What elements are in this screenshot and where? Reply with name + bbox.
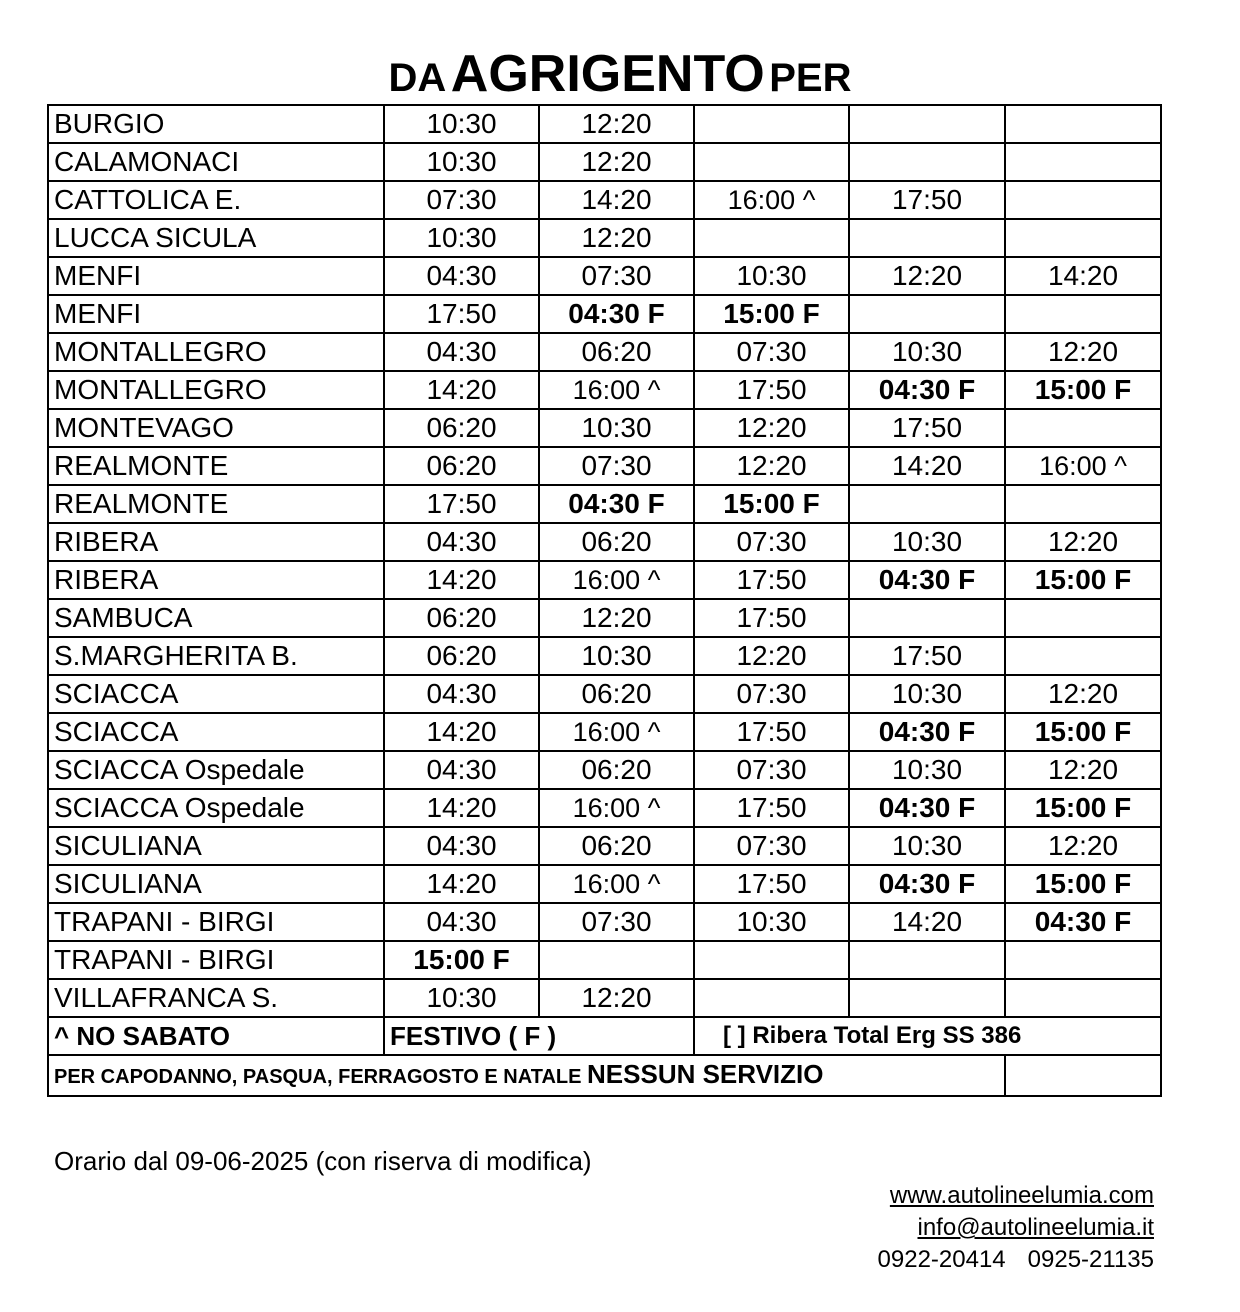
departure-time: 12:20 [539, 979, 694, 1017]
timetable-row [48, 941, 1161, 979]
departure-time: 04:30 [384, 751, 539, 789]
departure-time [849, 979, 1005, 1017]
departure-time: 10:30 [849, 827, 1005, 865]
stop-name: SCIACCA Ospedale [48, 789, 384, 827]
departure-time: 16:00 ^ [539, 713, 694, 751]
departure-time: 07:30 [539, 903, 694, 941]
stop-name: MONTALLEGRO [48, 371, 384, 409]
stop-name: REALMONTE [48, 447, 384, 485]
departure-time: 10:30 [849, 523, 1005, 561]
departure-time: 12:20 [1005, 751, 1161, 789]
departure-time: 12:20 [539, 599, 694, 637]
timetable-row [48, 257, 1161, 295]
departure-time: 17:50 [849, 181, 1005, 219]
stop-name: CALAMONACI [48, 143, 384, 181]
departure-time: 06:20 [384, 599, 539, 637]
departure-time: 07:30 [539, 257, 694, 295]
timetable-row [48, 827, 1161, 865]
timetable-row [48, 903, 1161, 941]
closure-row [48, 1055, 1161, 1096]
departure-time: 06:20 [539, 333, 694, 371]
departure-time: 16:00 ^ [694, 181, 849, 219]
departure-time: 15:00 F [1005, 713, 1161, 751]
departure-time: 17:50 [694, 561, 849, 599]
departure-time: 12:20 [1005, 675, 1161, 713]
departure-time: 04:30 F [849, 713, 1005, 751]
timetable [47, 104, 1162, 1097]
departure-time [1005, 143, 1161, 181]
departure-time: 14:20 [539, 181, 694, 219]
phone-numbers [878, 1244, 1154, 1276]
timetable-row [48, 713, 1161, 751]
departure-time [1005, 637, 1161, 675]
departure-time: 07:30 [694, 333, 849, 371]
departure-time: 04:30 F [849, 789, 1005, 827]
departure-time: 14:20 [384, 713, 539, 751]
departure-time: 12:20 [1005, 827, 1161, 865]
timetable-row [48, 523, 1161, 561]
departure-time [539, 941, 694, 979]
departure-time [1005, 105, 1161, 143]
departure-time: 04:30 [384, 257, 539, 295]
departure-time [849, 941, 1005, 979]
departure-time: 10:30 [849, 333, 1005, 371]
timetable-row [48, 409, 1161, 447]
timetable-row [48, 219, 1161, 257]
departure-time: 10:30 [539, 409, 694, 447]
departure-time [849, 295, 1005, 333]
departure-time: 17:50 [694, 713, 849, 751]
departure-time [694, 219, 849, 257]
timetable-row [48, 447, 1161, 485]
departure-time: 04:30 F [1005, 903, 1161, 941]
legend-no-saturday: ^ NO SABATO [48, 1017, 384, 1055]
departure-time: 15:00 F [1005, 865, 1161, 903]
departure-time: 17:50 [694, 371, 849, 409]
timetable-row [48, 599, 1161, 637]
title-city: AGRIGENTO [450, 45, 765, 103]
legend-holiday: FESTIVO ( F ) [384, 1017, 694, 1055]
timetable-row [48, 789, 1161, 827]
timetable-row [48, 979, 1161, 1017]
stop-name: SCIACCA [48, 713, 384, 751]
closure-text: PER CAPODANNO, PASQUA, FERRAGOSTO E NATALE [54, 1066, 582, 1088]
departure-time: 04:30 F [849, 371, 1005, 409]
departure-time: 04:30 F [849, 561, 1005, 599]
departure-time: 10:30 [849, 751, 1005, 789]
validity-note: Orario dal 09-06-2025 (con riserva di modifica) [54, 1146, 592, 1176]
departure-time: 16:00 ^ [539, 371, 694, 409]
stop-name: MENFI [48, 257, 384, 295]
departure-time: 17:50 [384, 485, 539, 523]
departure-time [849, 143, 1005, 181]
departure-time: 12:20 [539, 105, 694, 143]
stop-name: CATTOLICA E. [48, 181, 384, 219]
departure-time: 12:20 [539, 219, 694, 257]
departure-time: 16:00 ^ [539, 789, 694, 827]
departure-time: 04:30 F [539, 485, 694, 523]
departure-time: 10:30 [384, 143, 539, 181]
closure-emphasis: NESSUN SERVIZIO [587, 1059, 824, 1089]
departure-time: 14:20 [1005, 257, 1161, 295]
timetable-row [48, 561, 1161, 599]
departure-time: 04:30 [384, 333, 539, 371]
contacts [878, 1180, 1154, 1276]
timetable-row [48, 675, 1161, 713]
departure-time: 17:50 [849, 637, 1005, 675]
timetable-row [48, 105, 1161, 143]
departure-time: 12:20 [539, 143, 694, 181]
departure-time: 04:30 [384, 903, 539, 941]
departure-time [1005, 295, 1161, 333]
departure-time: 07:30 [694, 675, 849, 713]
departure-time: 06:20 [539, 523, 694, 561]
departure-time [849, 105, 1005, 143]
departure-time: 07:30 [694, 751, 849, 789]
title-suffix: PER [769, 56, 852, 100]
timetable-row [48, 295, 1161, 333]
stop-name: BURGIO [48, 105, 384, 143]
stop-name: S.MARGHERITA B. [48, 637, 384, 675]
stop-name: REALMONTE [48, 485, 384, 523]
departure-time: 14:20 [384, 865, 539, 903]
departure-time: 10:30 [694, 257, 849, 295]
departure-time: 10:30 [384, 105, 539, 143]
phone-2: 0925-21135 [1027, 1246, 1154, 1273]
departure-time: 12:20 [1005, 333, 1161, 371]
departure-time: 12:20 [694, 409, 849, 447]
departure-time: 07:30 [539, 447, 694, 485]
stop-name: SCIACCA Ospedale [48, 751, 384, 789]
departure-time [694, 143, 849, 181]
departure-time: 04:30 F [539, 295, 694, 333]
stop-name: MONTALLEGRO [48, 333, 384, 371]
departure-time [849, 219, 1005, 257]
closure-empty-cell [1005, 1055, 1161, 1096]
departure-time [849, 599, 1005, 637]
departure-time: 15:00 F [384, 941, 539, 979]
departure-time: 12:20 [694, 447, 849, 485]
email-link[interactable]: info@autolineelumia.it [917, 1214, 1154, 1241]
timetable-row [48, 751, 1161, 789]
departure-time: 17:50 [694, 789, 849, 827]
stop-name: SAMBUCA [48, 599, 384, 637]
departure-time [1005, 599, 1161, 637]
departure-time: 15:00 F [694, 295, 849, 333]
departure-time: 16:00 ^ [539, 865, 694, 903]
timetable-row [48, 865, 1161, 903]
departure-time [1005, 219, 1161, 257]
departure-time: 10:30 [539, 637, 694, 675]
stop-name: MENFI [48, 295, 384, 333]
legend-row [48, 1017, 1161, 1055]
departure-time: 06:20 [539, 675, 694, 713]
stop-name: SICULIANA [48, 827, 384, 865]
departure-time: 04:30 [384, 827, 539, 865]
departure-time [694, 979, 849, 1017]
departure-time: 04:30 F [849, 865, 1005, 903]
departure-time: 14:20 [384, 371, 539, 409]
stop-name: SICULIANA [48, 865, 384, 903]
legend-ribera-stop: [ ] Ribera Total Erg SS 386 [694, 1017, 1161, 1055]
departure-time [849, 485, 1005, 523]
departure-time [694, 941, 849, 979]
departure-time [1005, 181, 1161, 219]
timetable-row [48, 485, 1161, 523]
departure-time: 17:50 [694, 599, 849, 637]
website-link[interactable]: www.autolineelumia.com [889, 1182, 1154, 1209]
departure-time: 10:30 [849, 675, 1005, 713]
departure-time: 16:00 ^ [1005, 447, 1161, 485]
departure-time: 17:50 [694, 865, 849, 903]
departure-time: 07:30 [694, 523, 849, 561]
departure-time [694, 105, 849, 143]
timetable-row [48, 333, 1161, 371]
departure-time: 15:00 F [1005, 561, 1161, 599]
departure-time: 04:30 [384, 523, 539, 561]
departure-time: 14:20 [384, 561, 539, 599]
page-title [0, 44, 1240, 104]
departure-time: 07:30 [384, 181, 539, 219]
departure-time: 15:00 F [1005, 371, 1161, 409]
departure-time: 14:20 [849, 903, 1005, 941]
departure-time: 12:20 [849, 257, 1005, 295]
departure-time: 10:30 [384, 219, 539, 257]
departure-time [1005, 941, 1161, 979]
departure-time: 17:50 [384, 295, 539, 333]
departure-time: 12:20 [694, 637, 849, 675]
stop-name: TRAPANI - BIRGI [48, 903, 384, 941]
departure-time: 10:30 [694, 903, 849, 941]
stop-name: TRAPANI - BIRGI [48, 941, 384, 979]
closure-notice [48, 1055, 1005, 1096]
timetable-row [48, 143, 1161, 181]
departure-time: 15:00 F [694, 485, 849, 523]
stop-name: MONTEVAGO [48, 409, 384, 447]
departure-time: 16:00 ^ [539, 561, 694, 599]
phone-1: 0922-20414 [877, 1246, 1006, 1273]
timetable-row [48, 371, 1161, 409]
departure-time: 17:50 [849, 409, 1005, 447]
departure-time: 15:00 F [1005, 789, 1161, 827]
timetable-row [48, 637, 1161, 675]
departure-time [1005, 409, 1161, 447]
departure-time [1005, 485, 1161, 523]
departure-time: 04:30 [384, 675, 539, 713]
departure-time: 14:20 [384, 789, 539, 827]
departure-time: 06:20 [384, 409, 539, 447]
departure-time: 06:20 [539, 751, 694, 789]
departure-time: 06:20 [539, 827, 694, 865]
stop-name: RIBERA [48, 561, 384, 599]
stop-name: LUCCA SICULA [48, 219, 384, 257]
departure-time: 14:20 [849, 447, 1005, 485]
departure-time: 12:20 [1005, 523, 1161, 561]
title-prefix: DA [388, 56, 447, 100]
stop-name: VILLAFRANCA S. [48, 979, 384, 1017]
timetable-row [48, 181, 1161, 219]
departure-time: 07:30 [694, 827, 849, 865]
departure-time: 10:30 [384, 979, 539, 1017]
stop-name: RIBERA [48, 523, 384, 561]
stop-name: SCIACCA [48, 675, 384, 713]
departure-time: 06:20 [384, 447, 539, 485]
departure-time [1005, 979, 1161, 1017]
departure-time: 06:20 [384, 637, 539, 675]
